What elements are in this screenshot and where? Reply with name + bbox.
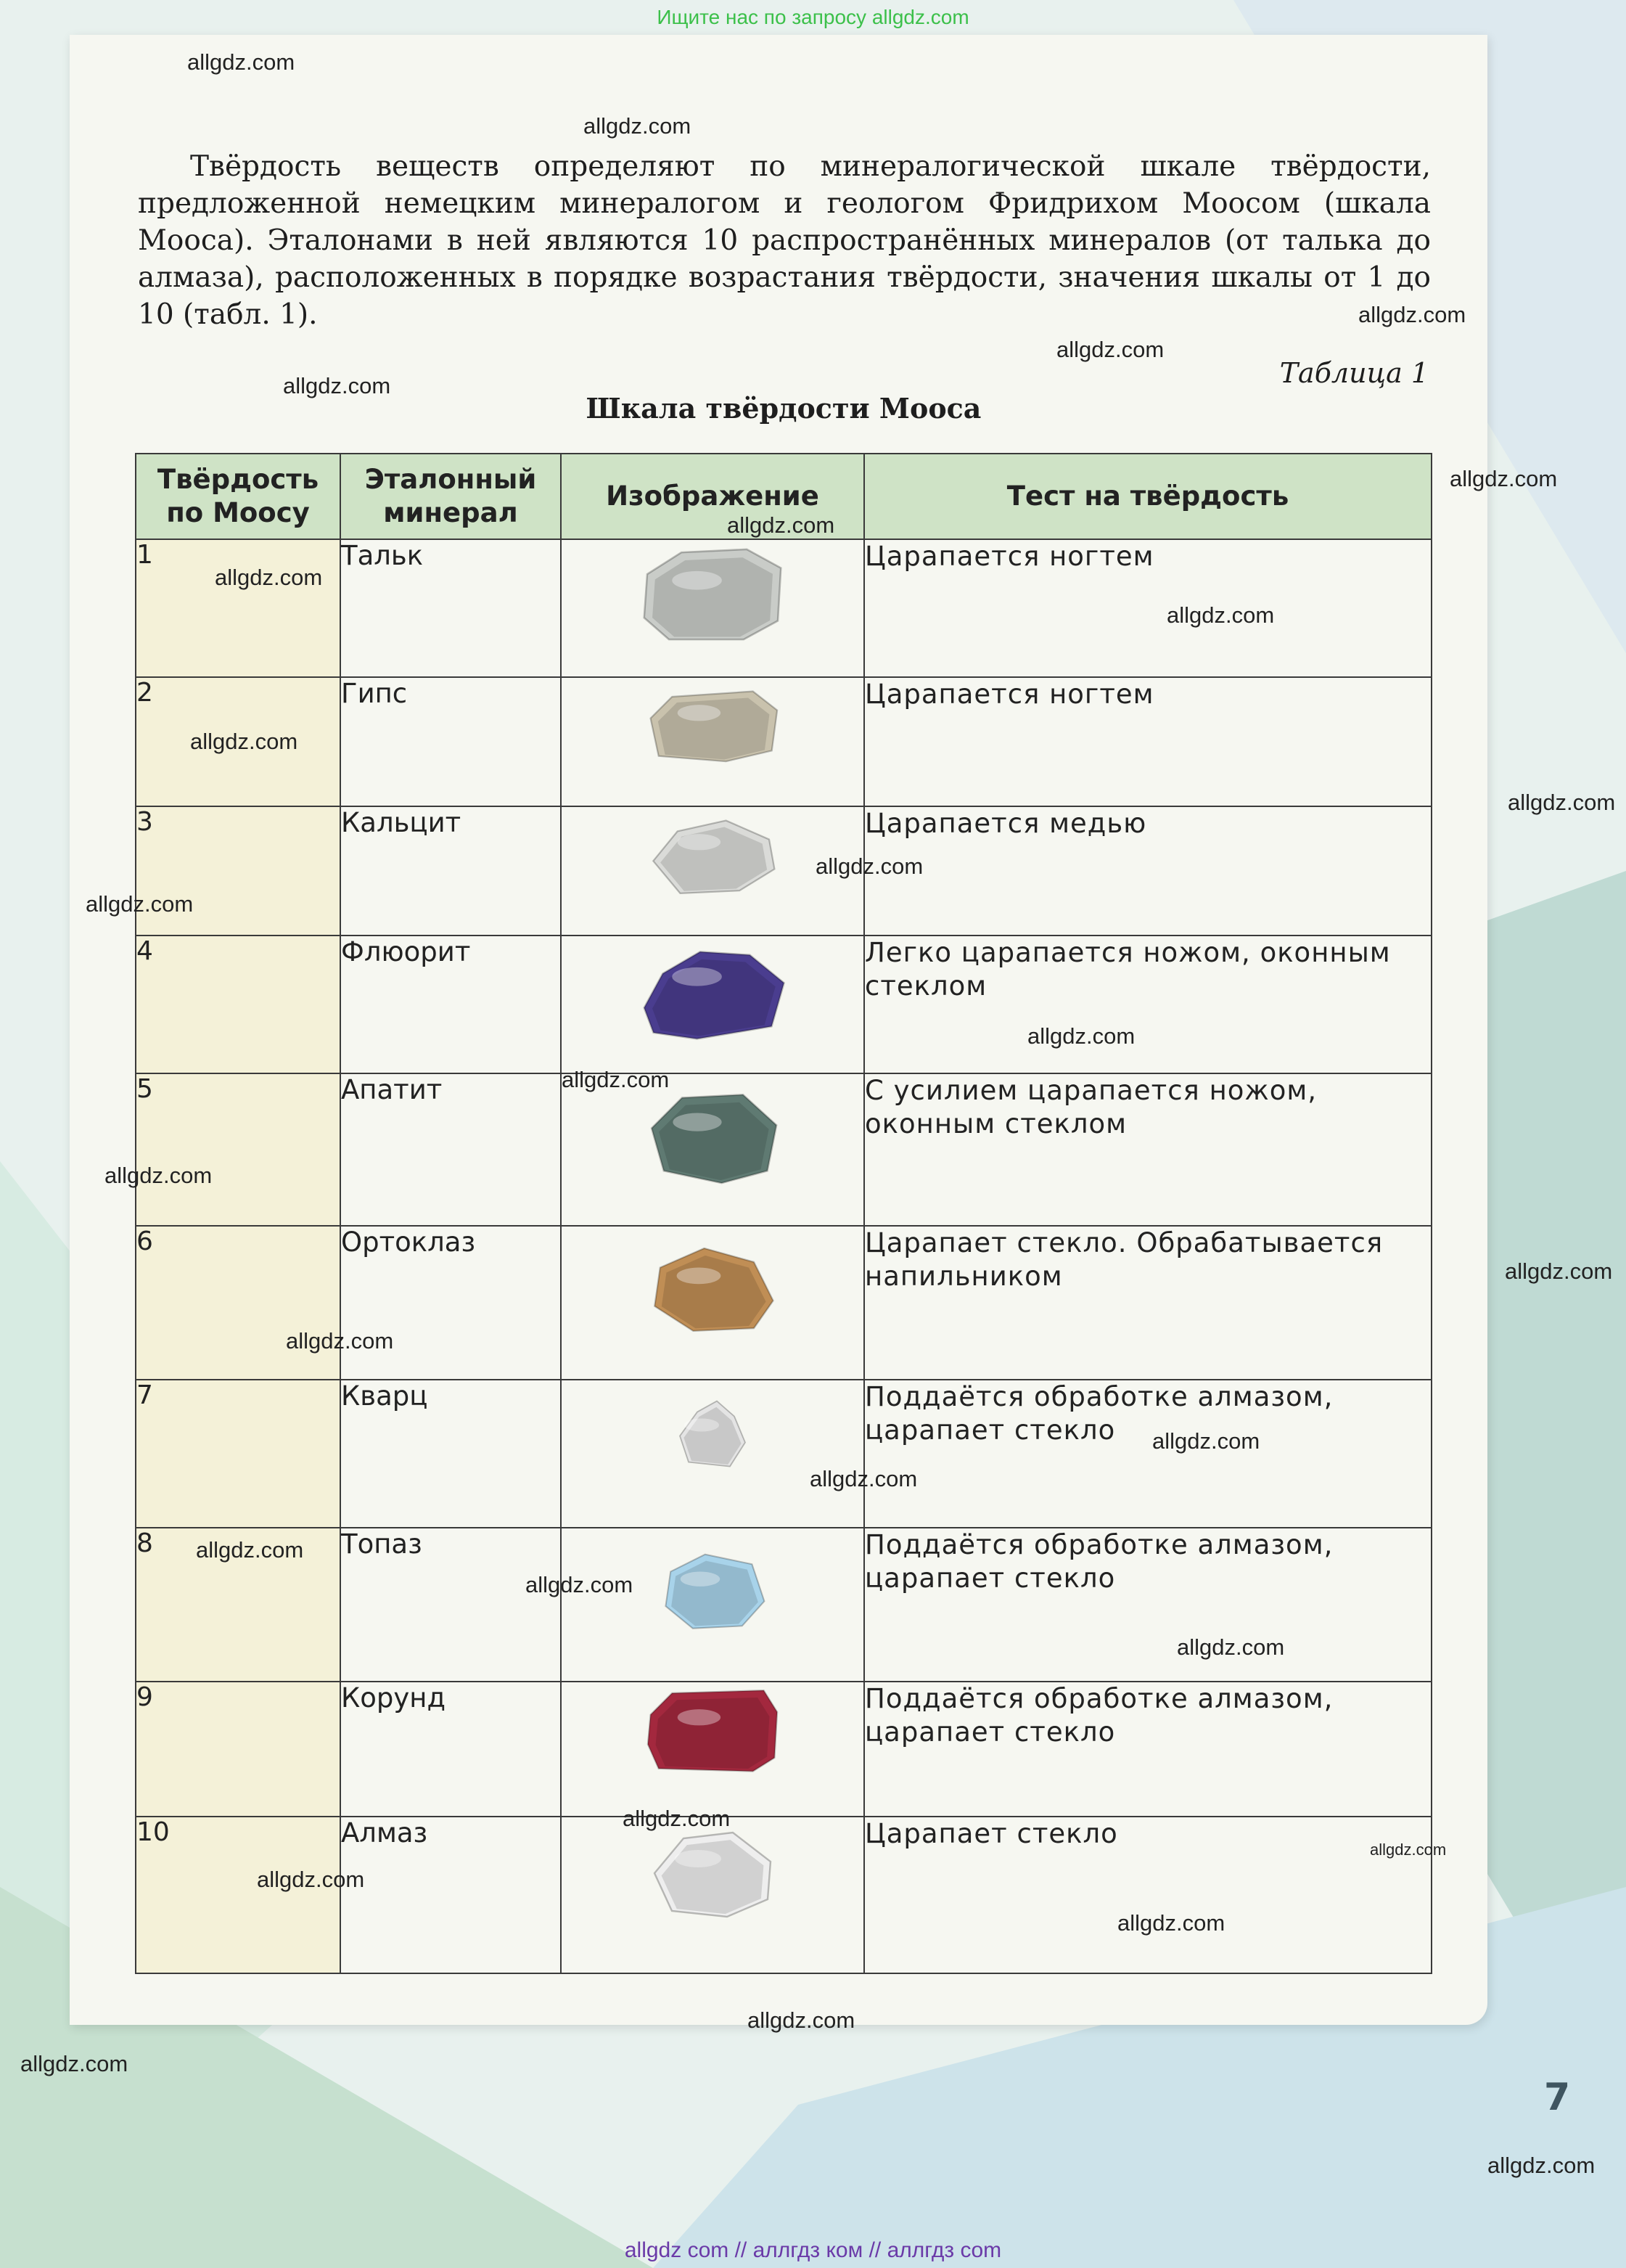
table-row xyxy=(136,677,1432,806)
page-number: 7 xyxy=(1544,2076,1571,2119)
header-mineral: Эталонный минерал xyxy=(340,454,561,539)
watermark: allgdz.com xyxy=(104,1163,213,1188)
header-image: Изображение xyxy=(561,454,864,539)
mineral-cell: Кварц xyxy=(340,1380,561,1528)
mineral-cell: Тальк xyxy=(340,539,561,677)
hardness-cell: 5 xyxy=(136,1073,340,1226)
mineral-image-cell xyxy=(561,1073,864,1226)
topaz-rock-icon xyxy=(651,1528,774,1652)
watermark: allgdz.com xyxy=(583,113,691,139)
hardness-cell: 10 xyxy=(136,1817,340,1973)
test-cell: Легко царапается ножом, оконным стеклом xyxy=(864,936,1432,1073)
gypsum-rock-icon xyxy=(622,678,803,772)
corundum-rock-icon xyxy=(629,1682,796,1777)
mineral-image-cell xyxy=(561,677,864,806)
test-cell: Царапается ногтем xyxy=(864,677,1432,806)
table-row xyxy=(136,806,1432,936)
watermark: allgdz.com xyxy=(1358,302,1466,327)
test-cell: Царапает стекло. Обрабатывается напильником xyxy=(864,1226,1432,1380)
mineral-cell: Корунд xyxy=(340,1682,561,1817)
table-label: Таблица 1 xyxy=(1279,357,1429,389)
hardness-cell: 7 xyxy=(136,1380,340,1528)
mineral-cell: Алмаз xyxy=(340,1817,561,1973)
mineral-image-cell xyxy=(561,936,864,1073)
mineral-image-cell xyxy=(561,539,864,677)
watermark: allgdz.com xyxy=(1117,1910,1225,1936)
hardness-cell: 1 xyxy=(136,539,340,677)
mineral-cell: Кальцит xyxy=(340,806,561,936)
watermark: allgdz.com xyxy=(816,853,924,879)
mineral-cell: Топаз xyxy=(340,1528,561,1682)
test-cell: Поддаётся обработке алмазом, царапает стекло xyxy=(864,1528,1432,1682)
mineral-image-cell xyxy=(561,1380,864,1528)
mineral-cell: Флюорит xyxy=(340,936,561,1073)
table-title: Шкала твёрдости Мооса xyxy=(586,392,982,425)
watermark: allgdz.com xyxy=(257,1867,365,1892)
quartz-rock-icon xyxy=(658,1380,767,1489)
watermark: allgdz.com xyxy=(1450,466,1558,491)
hardness-cell: 2 xyxy=(136,677,340,806)
watermark: allgdz.com xyxy=(215,565,323,590)
test-cell: Поддаётся обработке алмазом, царапает стекло xyxy=(864,1682,1432,1817)
test-cell: Царапается медью xyxy=(864,806,1432,936)
mineral-image-cell xyxy=(561,1682,864,1817)
header-test: Тест на твёрдость xyxy=(864,454,1432,539)
table-row xyxy=(136,1073,1432,1226)
mohs-hardness-table xyxy=(135,453,1432,1974)
watermark: allgdz.com xyxy=(86,891,194,917)
watermark: allgdz.com xyxy=(1508,790,1616,815)
watermark: allgdz.com xyxy=(187,49,295,75)
search-hint-banner[interactable]: Ищите нас по запросу allgdz.com xyxy=(657,6,969,28)
watermark: allgdz.com xyxy=(1370,1841,1447,1859)
watermark: allgdz.com xyxy=(196,1537,304,1563)
watermark: allgdz.com xyxy=(810,1466,918,1491)
mineral-image-cell xyxy=(561,1226,864,1380)
calcite-rock-icon xyxy=(622,807,803,901)
mineral-cell: Гипс xyxy=(340,677,561,806)
watermark: allgdz.com xyxy=(1027,1023,1136,1049)
watermark: allgdz.com xyxy=(747,2007,855,2033)
table-row xyxy=(136,1817,1432,1973)
hardness-cell: 4 xyxy=(136,936,340,1073)
talc-rock-icon xyxy=(625,540,800,649)
hardness-cell: 9 xyxy=(136,1682,340,1817)
watermark: allgdz.com xyxy=(1152,1428,1260,1454)
intro-paragraph: Твёрдость веществ определяют по минералогической шкале твёрдости, предложенной немецким минералогом и геологом Фридрихом Моосом (шкала Мооса). Эталонами в ней являются 10 распространённых минералов (от талька до алмаза), расположенных в порядке возрастания твёрдости, значения шкалы от 1 до 10 (табл. 1). xyxy=(138,150,1431,331)
table-row xyxy=(136,936,1432,1073)
test-cell: Поддаётся обработке алмазом, царапает стекло xyxy=(864,1380,1432,1528)
watermark: allgdz.com xyxy=(283,373,391,398)
diamond-rock-icon xyxy=(640,1817,785,1926)
orthoclase-rock-icon xyxy=(644,1227,781,1350)
watermark: allgdz.com xyxy=(562,1067,670,1092)
watermark: allgdz.com xyxy=(1167,602,1275,628)
test-cell: Царапается ногтем xyxy=(864,539,1432,677)
watermark: allgdz.com xyxy=(525,1572,633,1597)
test-cell: С усилием царапается ножом, оконным стеклом xyxy=(864,1073,1432,1226)
mirror-links[interactable]: allgdz com // аллгдз ком // аллгдз com xyxy=(624,2238,1002,2262)
mineral-image-cell xyxy=(561,1528,864,1682)
mineral-image-cell xyxy=(561,1817,864,1973)
watermark: allgdz.com xyxy=(1177,1634,1285,1660)
mineral-cell: Апатит xyxy=(340,1073,561,1226)
watermark: allgdz.com xyxy=(1056,337,1165,362)
watermark: allgdz.com xyxy=(727,512,835,538)
test-cell: Царапает стекло xyxy=(864,1817,1432,1973)
watermark: allgdz.com xyxy=(190,729,298,754)
hardness-cell: 3 xyxy=(136,806,340,936)
table-row xyxy=(136,1682,1432,1817)
table-row xyxy=(136,1226,1432,1380)
watermark: allgdz.com xyxy=(623,1806,731,1831)
watermark: allgdz.com xyxy=(20,2051,128,2076)
watermark: allgdz.com xyxy=(286,1328,394,1354)
fluorite-rock-icon xyxy=(625,936,800,1045)
watermark: allgdz.com xyxy=(1487,2153,1596,2178)
watermark: allgdz.com xyxy=(1505,1258,1613,1284)
hardness-cell: 6 xyxy=(136,1226,340,1380)
mineral-cell: Ортоклаз xyxy=(340,1226,561,1380)
header-hardness: Твёрдость по Моосу xyxy=(136,454,340,539)
hardness-cell: 8 xyxy=(136,1528,340,1682)
